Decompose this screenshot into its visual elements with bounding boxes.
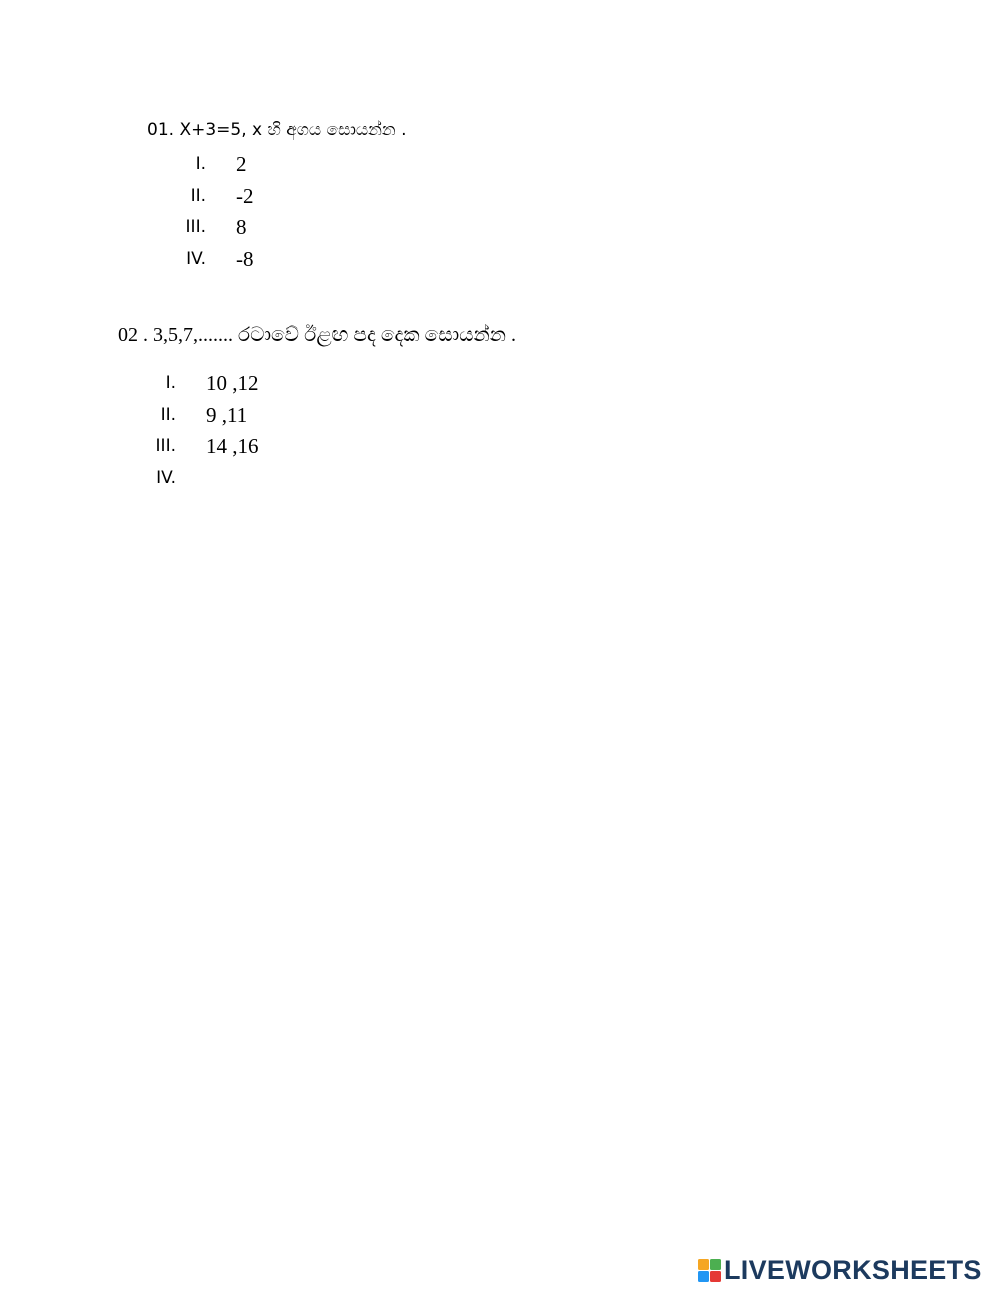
option-answer: 10 ,12	[206, 371, 259, 395]
question-1-option-1[interactable]	[160, 150, 254, 182]
question-1-option-2[interactable]	[160, 182, 254, 214]
question-2-option-1[interactable]	[130, 369, 259, 401]
option-numeral: I.	[165, 373, 176, 393]
logo-mark-tile-i	[710, 1259, 721, 1270]
option-numeral: I.	[195, 154, 206, 174]
logo-mark-tile-l	[698, 1259, 709, 1270]
logo-mark-tile-v	[698, 1271, 709, 1282]
liveworksheets-logo	[698, 1256, 982, 1284]
option-numeral: II.	[160, 404, 176, 425]
option-answer: 8	[236, 215, 247, 239]
option-numeral: IV.	[186, 248, 206, 269]
option-numeral: III.	[185, 217, 206, 237]
option-answer: 2	[236, 152, 247, 176]
logo-wordmark: LIVEWORKSHEETS	[724, 1255, 982, 1285]
option-numeral: IV.	[156, 467, 176, 488]
question-1-stem: 01. X+3=5, x හි අගය සොයන්න .	[147, 120, 407, 140]
option-answer: 14 ,16	[206, 434, 259, 458]
question-2-option-3[interactable]	[130, 432, 259, 464]
question-2-options	[130, 369, 259, 495]
option-numeral: II.	[190, 185, 206, 206]
question-1-option-3[interactable]	[160, 213, 254, 245]
logo-mark-tile-e	[710, 1271, 721, 1282]
question-1-option-4[interactable]	[160, 245, 254, 277]
option-answer: -2	[236, 183, 254, 208]
option-answer: -8	[236, 246, 254, 271]
question-2-stem: 02 . 3,5,7,....... රටාවේ ඊළඟ පද දෙක සොයන්න .	[118, 324, 517, 346]
question-1-options	[160, 150, 254, 276]
question-2-option-4[interactable]	[130, 464, 259, 496]
live-logo-mark-icon	[698, 1259, 721, 1282]
option-answer: 9 ,11	[206, 402, 248, 427]
question-2-option-2[interactable]	[130, 401, 259, 433]
option-numeral: III.	[155, 436, 176, 456]
